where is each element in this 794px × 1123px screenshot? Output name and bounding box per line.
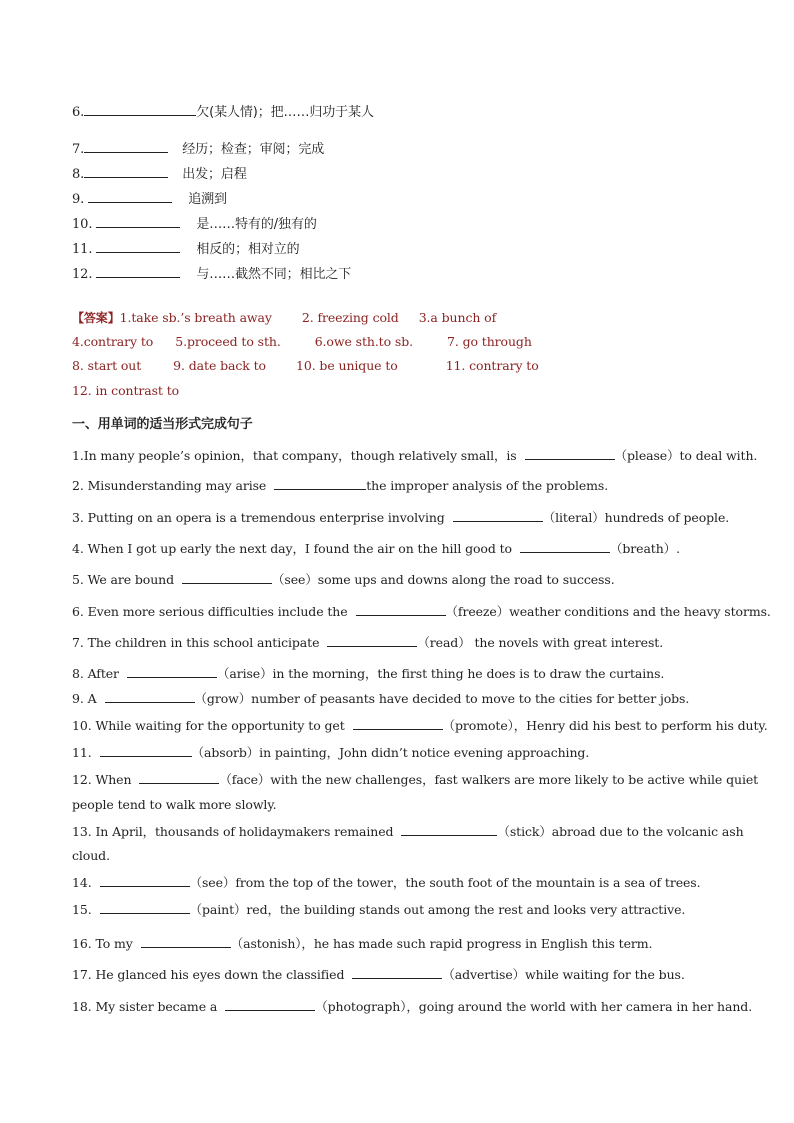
answer-key-row-1: 【答案】1.take sb.’s breath away 2. freezing cold 3.a bunch of xyxy=(72,310,497,325)
answer-label: 【答案】 xyxy=(72,311,120,325)
vocab-item-9: 9. 追溯到 xyxy=(72,192,227,207)
sentence-13-continued: cloud. xyxy=(72,848,110,863)
vocab-blank[interactable] xyxy=(84,103,196,116)
vocab-item-12: 12. 与……截然不同；相比之下 xyxy=(72,267,352,282)
answer-key-row-2: 4.contrary to 5.proceed to sth. 6.owe sth.to sb. 7. go through xyxy=(72,334,532,349)
vocab-item-8: 8. 出发；启程 xyxy=(72,167,247,182)
answer-blank[interactable] xyxy=(141,935,231,948)
answer-blank[interactable] xyxy=(453,509,543,522)
answer-blank[interactable] xyxy=(100,744,192,757)
vocab-item-7: 7. 经历；检查；审阅；完成 xyxy=(72,142,325,157)
section-title: 一、用单词的适当形式完成句子 xyxy=(72,417,253,432)
answer-blank[interactable] xyxy=(327,634,417,647)
sentence-17: 17. He glanced his eyes down the classified （advertise）while waiting for the bus. xyxy=(72,967,685,982)
vocab-item-11: 11. 相反的；相对立的 xyxy=(72,242,300,257)
sentence-10: 10. While waiting for the opportunity to get （promote），Henry did his best to perform his duty. xyxy=(72,718,768,733)
answer-blank[interactable] xyxy=(525,447,615,460)
vocab-blank[interactable] xyxy=(96,240,180,253)
sentence-16: 16. To my （astonish），he has made such rapid progress in English this term. xyxy=(72,936,653,951)
sentence-9: 9. A （grow）number of peasants have decided to move to the cities for better jobs. xyxy=(72,691,690,706)
sentence-12: 12. When （face）with the new challenges，fast walkers are more likely to be active while quiet xyxy=(72,772,759,787)
sentence-5: 5. We are bound （see）some ups and downs along the road to success. xyxy=(72,572,615,587)
answer-blank[interactable] xyxy=(100,874,190,887)
answer-key-row-4: 12. in contrast to xyxy=(72,383,180,398)
answer-key-row-3: 8. start out 9. date back to 10. be unique to 11. contrary to xyxy=(72,358,539,373)
sentence-11: 11. （absorb）in painting，John didn’t notice evening approaching. xyxy=(72,745,590,760)
answer-blank[interactable] xyxy=(225,998,315,1011)
answer-blank[interactable] xyxy=(274,477,366,490)
answer-blank[interactable] xyxy=(139,771,219,784)
answer-blank[interactable] xyxy=(353,717,443,730)
vocab-blank[interactable] xyxy=(84,165,168,178)
answer-blank[interactable] xyxy=(520,540,610,553)
sentence-18: 18. My sister became a （photograph），going around the world with her camera in her hand. xyxy=(72,999,753,1014)
vocab-blank[interactable] xyxy=(88,190,172,203)
sentence-12-continued: people tend to walk more slowly. xyxy=(72,797,277,812)
answer-blank[interactable] xyxy=(401,823,497,836)
sentence-1: 1.In many people’s opinion，that company，though relatively small，is （please）to deal with. xyxy=(72,448,758,463)
sentence-3: 3. Putting on an opera is a tremendous enterprise involving （literal）hundreds of people. xyxy=(72,510,730,525)
answer-blank[interactable] xyxy=(105,690,195,703)
sentence-13: 13. In April，thousands of holidaymakers remained （stick）abroad due to the volcanic ash xyxy=(72,824,744,839)
sentence-6: 6. Even more serious difficulties include the （freeze）weather conditions and the heavy storms. xyxy=(72,604,771,619)
answer-blank[interactable] xyxy=(127,665,217,678)
answer-blank[interactable] xyxy=(356,603,446,616)
answer-blank[interactable] xyxy=(352,966,442,979)
sentence-4: 4. When I got up early the next day，I found the air on the hill good to （breath）. xyxy=(72,541,680,556)
sentence-8: 8. After （arise）in the morning，the first thing he does is to draw the curtains. xyxy=(72,666,665,681)
vocab-blank[interactable] xyxy=(96,265,180,278)
answer-blank[interactable] xyxy=(100,901,190,914)
vocab-blank[interactable] xyxy=(84,140,168,153)
answer-blank[interactable] xyxy=(182,571,272,584)
vocab-item-6: 6. 欠(某人情)；把……归功于某人 xyxy=(72,105,374,120)
vocab-blank[interactable] xyxy=(96,215,180,228)
sentence-2: 2. Misunderstanding may arise the improper analysis of the problems. xyxy=(72,478,609,493)
sentence-7: 7. The children in this school anticipate （read） the novels with great interest. xyxy=(72,635,664,650)
sentence-14: 14. （see）from the top of the tower，the south foot of the mountain is a sea of trees. xyxy=(72,875,701,890)
vocab-item-10: 10. 是……特有的/独有的 xyxy=(72,217,317,232)
sentence-15: 15. （paint）red，the building stands out among the rest and looks very attractive. xyxy=(72,902,686,917)
